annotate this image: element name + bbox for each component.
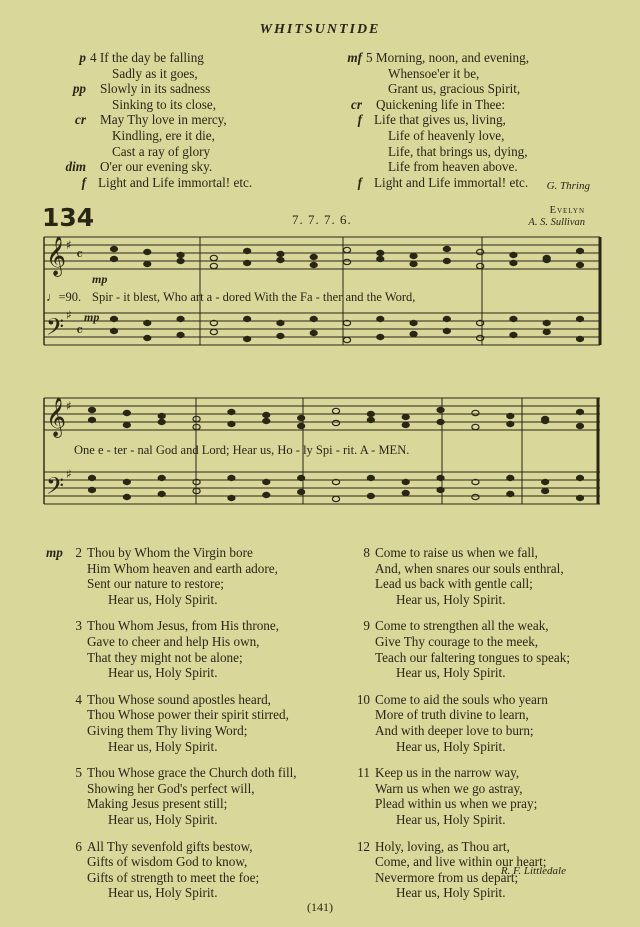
line-text: Sadly as it goes, — [112, 65, 198, 81]
verse-line — [334, 885, 570, 901]
verse-text: Making Jesus present still; — [87, 796, 228, 812]
verse-text: Hear us, Holy Spirit. — [108, 811, 218, 827]
verse-text: Hear us, Holy Spirit. — [108, 665, 218, 681]
verse-text: That they might not be alone; — [87, 649, 243, 665]
verse-line — [334, 723, 570, 739]
line-text: Whensoe'er it be, — [388, 65, 480, 81]
verse-text: All Thy sevenfold gifts bestow, — [87, 838, 253, 854]
verse-block — [334, 618, 570, 680]
verse-line — [46, 692, 297, 708]
page-header: WHITSUNTIDE — [259, 22, 381, 37]
verse-text: Hear us, Holy Spirit. — [396, 665, 506, 681]
verse-line — [46, 634, 297, 650]
verse-block — [334, 692, 570, 754]
svg-text:𝄞: 𝄞 — [46, 397, 67, 437]
verse-line — [46, 618, 297, 634]
dynamic-mark: mf — [347, 50, 362, 65]
verse-number: 10 — [356, 691, 370, 707]
verse-text: Warn us when we go astray, — [375, 780, 523, 796]
verse-line — [46, 812, 297, 828]
verse-text: Giving them Thy living Word; — [87, 722, 248, 738]
verse-block — [46, 692, 297, 754]
verse-text: Hear us, Holy Spirit. — [396, 591, 506, 607]
composer: A. S. Sullivan — [528, 217, 585, 228]
line-text: Light and Life immortal! etc. — [98, 174, 253, 190]
svg-text:𝄞: 𝄞 — [46, 236, 67, 276]
verse-block — [46, 839, 297, 901]
verse-line — [46, 854, 297, 870]
verse-text: Gifts of strength to meet the foe; — [87, 869, 260, 885]
line-text: Light and Life immortal! etc. — [374, 174, 529, 190]
verse-text: Come to raise us when we fall, — [375, 545, 538, 560]
line-text: Life of heavenly love, — [388, 127, 505, 143]
verse-text: Come to aid the souls who yearn — [375, 691, 548, 707]
verse-number: 4 — [75, 691, 82, 707]
verse-line — [46, 561, 297, 577]
verse-line — [334, 812, 570, 828]
verse-block — [46, 545, 297, 607]
verse-line — [334, 665, 570, 681]
svg-text:♯: ♯ — [66, 399, 72, 413]
line-text: 4 If the day be falling — [90, 50, 204, 65]
verse-line — [334, 618, 570, 634]
verse-line — [334, 561, 570, 577]
line-text: Cast a ray of glory — [112, 143, 211, 159]
verse-text: Hear us, Holy Spirit. — [108, 885, 218, 901]
bass-dynamic: mp — [84, 310, 100, 324]
svg-text:𝄢: 𝄢 — [46, 472, 65, 505]
verse-text: Sent our nature to restore; — [87, 576, 224, 592]
verse-block — [334, 765, 570, 827]
verse-line — [334, 650, 570, 666]
verse-text: Keep us in the narrow way, — [375, 765, 520, 781]
dynamic-mark: f — [357, 112, 362, 128]
dynamic-mark: f — [81, 174, 86, 190]
verse-text: Teach our faltering tongues to speak; — [375, 649, 570, 665]
verse-block — [46, 765, 297, 827]
verse-line — [46, 885, 297, 901]
verse-line — [334, 592, 570, 608]
hymn-meter: 7. 7. 7. 6. — [292, 212, 352, 227]
verse-line — [334, 796, 570, 812]
line-text: Grant us, gracious Spirit, — [388, 81, 521, 97]
verse-line — [46, 765, 297, 781]
verse-line — [46, 665, 297, 681]
dynamic-mark: cr — [351, 96, 362, 112]
verse-text: Thou Whose sound apostles heard, — [87, 691, 271, 707]
verse-text: Give Thy courage to the meek, — [375, 633, 539, 649]
verse-number: 9 — [363, 618, 370, 634]
verse-text: Thou by Whom the Virgin bore — [87, 545, 253, 560]
verse-line — [334, 765, 570, 781]
verse-line — [46, 707, 297, 723]
verse-text: And, when snares our souls enthral, — [375, 560, 564, 576]
verse-line — [46, 576, 297, 592]
verse-block — [334, 545, 570, 607]
bottom-left-verses — [46, 545, 297, 912]
verse-text: Him Whom heaven and earth adore, — [87, 560, 278, 576]
svg-text:𝄴: 𝄴 — [76, 245, 84, 264]
line-text: May Thy love in mercy, — [100, 112, 227, 128]
verse-line — [46, 839, 297, 855]
verse-block — [46, 618, 297, 680]
verse-line — [334, 839, 570, 855]
verse-number: 6 — [75, 838, 82, 854]
svg-text:♯: ♯ — [66, 238, 72, 252]
line-text: O'er our evening sky. — [100, 159, 213, 175]
verse-text: Showing her God's perfect will, — [87, 780, 255, 796]
verse-number: 5 — [75, 765, 82, 781]
littledale-credit: R. F. Littledale — [500, 865, 566, 877]
verse-dynamic: mp — [46, 545, 63, 560]
lyrics-line-1: Spir - it blest, Who art a - dored With the Fa - ther and the Word, — [92, 290, 416, 304]
verse-text: Gave to cheer and help His own, — [87, 633, 260, 649]
verse-line — [46, 723, 297, 739]
line-text: Kindling, ere it die, — [112, 127, 215, 143]
tempo-marking: ♩=90. — [46, 290, 82, 304]
verse-text: Lead us back with gentle call; — [375, 576, 533, 592]
line-text: Sinking to its close, — [112, 96, 217, 112]
verse-text: Holy, loving, as Thou art, — [375, 838, 510, 854]
verse-text: Come, and live within our heart; — [375, 854, 547, 870]
verse-number: 11 — [357, 765, 370, 781]
verse-number: 3 — [75, 618, 82, 634]
dynamic-mark: dim — [65, 159, 86, 175]
verse-text: Thou Whose grace the Church doth fill, — [87, 765, 297, 781]
svg-text:𝄢: 𝄢 — [46, 313, 65, 346]
verse-line — [46, 781, 297, 797]
verse-text: Thou Whose power their spirit stirred, — [87, 707, 289, 723]
verse-line — [46, 650, 297, 666]
page-number: (141) — [307, 900, 333, 914]
verse-number: 12 — [356, 838, 370, 854]
verse-text: Come to strengthen all the weak, — [375, 618, 549, 634]
verse-text: Hear us, Holy Spirit. — [396, 738, 506, 754]
treble-dynamic: mp — [92, 272, 108, 286]
dynamic-mark: p — [79, 50, 86, 65]
verse-text: More of truth divine to learn, — [375, 707, 529, 723]
verse-line — [334, 576, 570, 592]
verse-line — [46, 796, 297, 812]
verse-line — [334, 781, 570, 797]
verse-text: Hear us, Holy Spirit. — [396, 885, 506, 901]
line-text: Life, that brings us, dying, — [388, 143, 528, 159]
verse-line — [334, 545, 570, 561]
verse-number: 8 — [363, 545, 370, 560]
verse-line — [46, 739, 297, 755]
line-text: Life from heaven above. — [388, 159, 518, 175]
verse-number: 2 — [75, 545, 82, 560]
thring-credit: G. Thring — [546, 180, 590, 192]
line-text: Life that gives us, living, — [374, 112, 506, 128]
lyrics-line-2: One e - ter - nal God and Lord; Hear us, Ho - ly Spi - rit. A - MEN. — [74, 443, 410, 457]
verse-line — [46, 592, 297, 608]
svg-text:𝄴: 𝄴 — [76, 321, 84, 340]
dynamic-mark: f — [357, 174, 362, 190]
verse-text: Thou Whom Jesus, from His throne, — [87, 618, 280, 634]
verse-line — [334, 634, 570, 650]
verse-text: Hear us, Holy Spirit. — [108, 738, 218, 754]
verse-text: Gifts of wisdom God to know, — [87, 854, 248, 870]
dynamic-mark: cr — [75, 112, 86, 128]
verse-text: And with deeper love to burn; — [375, 722, 534, 738]
verse-text: Nevermore from us depart; — [375, 869, 519, 885]
verse-line — [334, 707, 570, 723]
svg-text:♯: ♯ — [66, 467, 72, 481]
verse-line — [46, 545, 297, 561]
bottom-right-verses — [334, 545, 570, 912]
verse-line — [46, 870, 297, 886]
verse-text: Hear us, Holy Spirit. — [108, 591, 218, 607]
tune-name: Evelyn — [549, 205, 585, 216]
verse-text: Hear us, Holy Spirit. — [396, 811, 506, 827]
line-text: Quickening life in Thee: — [376, 96, 506, 112]
line-text: Slowly in its sadness — [100, 81, 211, 97]
svg-text:♯: ♯ — [66, 308, 72, 322]
verse-text: Plead within us when we pray; — [375, 796, 538, 812]
line-text: 5 Morning, noon, and evening, — [366, 50, 529, 65]
hymn-number: 134 — [42, 203, 95, 232]
dynamic-mark: pp — [72, 81, 86, 97]
verse-line — [334, 739, 570, 755]
verse-line — [334, 692, 570, 708]
